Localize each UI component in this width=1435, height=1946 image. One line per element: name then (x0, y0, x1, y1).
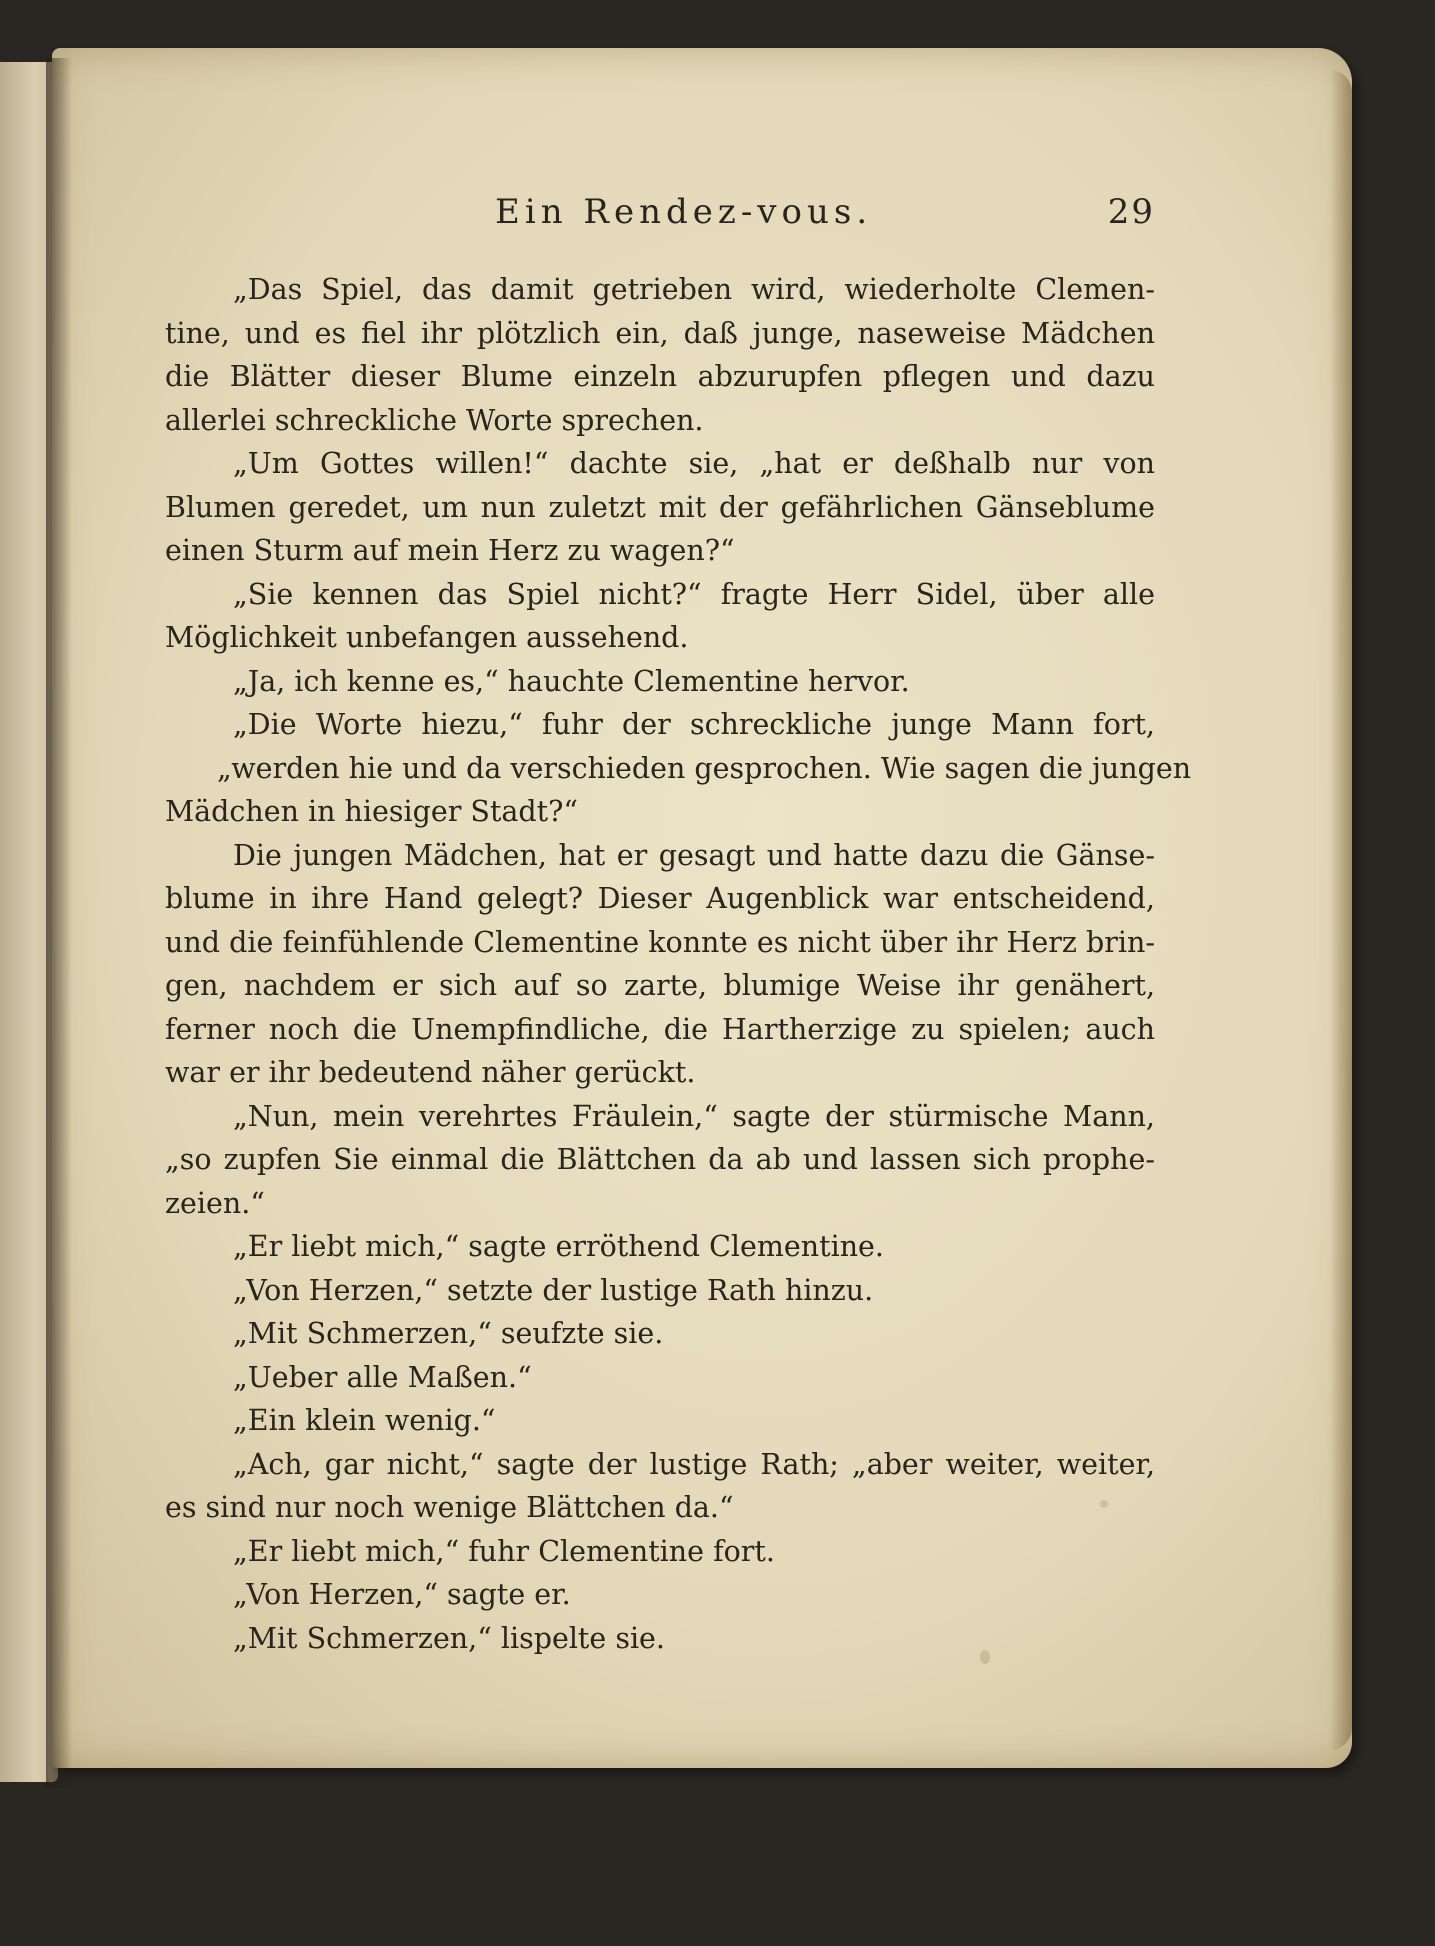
text-line: Die jungen Mädchen, hat er gesagt und hatte dazu die Gänse- (233, 838, 1155, 872)
text-line: „Das Spiel, das damit getrieben wird, wiederholte Clemen- (233, 273, 1155, 306)
text-line: blume in ihre Hand gelegt? Dieser Augenblick war entscheidend, (165, 882, 1155, 915)
text-line: „Ueber alle Maßen.“ (233, 1360, 532, 1394)
page-edge-shadow (1330, 70, 1352, 1750)
text-line: „Die Worte hiezu,“ fuhr der schreckliche junge Mann fort, (233, 708, 1155, 741)
text-line: „Um Gottes willen!“ dachte sie, „hat er deßhalb nur von (233, 447, 1155, 480)
page-number: 29 (1107, 192, 1155, 232)
text-line: tine, und es fiel ihr plötzlich ein, daß junge, naseweise Mädchen (165, 316, 1155, 350)
text-line: ferner noch die Unempfindliche, die Hartherzige zu spielen; auch (165, 1012, 1155, 1046)
text-line: und die feinfühlende Clementine konnte es nicht über ihr Herz brin- (165, 925, 1155, 959)
text-line: „Von Herzen,“ setzte der lustige Rath hinzu. (233, 1273, 874, 1307)
text-line: „Von Herzen,“ sagte er. (233, 1578, 571, 1611)
text-line: „Mit Schmerzen,“ lispelte sie. (233, 1621, 665, 1655)
running-head: Ein Rendez-vous. (495, 192, 873, 232)
spine-shadow (46, 58, 72, 1788)
text-line: gen, nachdem er sich auf so zarte, blumige Weise ihr genähert, (165, 969, 1155, 1002)
text-line: Mädchen in hiesiger Stadt?“ (165, 795, 578, 828)
text-line: Möglichkeit unbefangen aussehend. (165, 621, 689, 654)
text-line: „Nun, mein verehrtes Fräulein,“ sagte der stürmische Mann, (233, 1099, 1155, 1133)
text-line: „Sie kennen das Spiel nicht?“ fragte Herr Sidel, über alle (233, 577, 1155, 611)
text-line: „Ein klein wenig.“ (233, 1404, 496, 1437)
page-header (165, 192, 1155, 236)
text-line: „werden hie und da verschieden gesprochen. Wie sagen die jungen (217, 751, 1192, 785)
text-line: es sind nur noch wenige Blättchen da.“ (165, 1491, 734, 1524)
body-text (165, 268, 1192, 1660)
text-line: „so zupfen Sie einmal die Blättchen da ab und lassen sich prophe- (165, 1143, 1155, 1176)
text-line: „Er liebt mich,“ fuhr Clementine fort. (233, 1534, 775, 1568)
text-line: die Blätter dieser Blume einzeln abzurupfen pflegen und dazu (165, 360, 1155, 393)
text-line: einen Sturm auf mein Herz zu wagen?“ (165, 534, 735, 567)
text-line: zeien.“ (165, 1186, 265, 1220)
text-line: war er ihr bedeutend näher gerückt. (165, 1056, 696, 1089)
text-line: „Mit Schmerzen,“ seufzte sie. (233, 1317, 664, 1350)
text-line: Blumen geredet, um nun zuletzt mit der gefährlichen Gänseblume (165, 490, 1155, 524)
text-line: „Ja, ich kenne es,“ hauchte Clementine hervor. (233, 664, 910, 698)
text-line: allerlei schreckliche Worte sprechen. (165, 403, 704, 437)
text-line: „Er liebt mich,“ sagte erröthend Clementine. (233, 1230, 884, 1263)
text-line: „Ach, gar nicht,“ sagte der lustige Rath; „aber weiter, weiter, (233, 1447, 1155, 1481)
